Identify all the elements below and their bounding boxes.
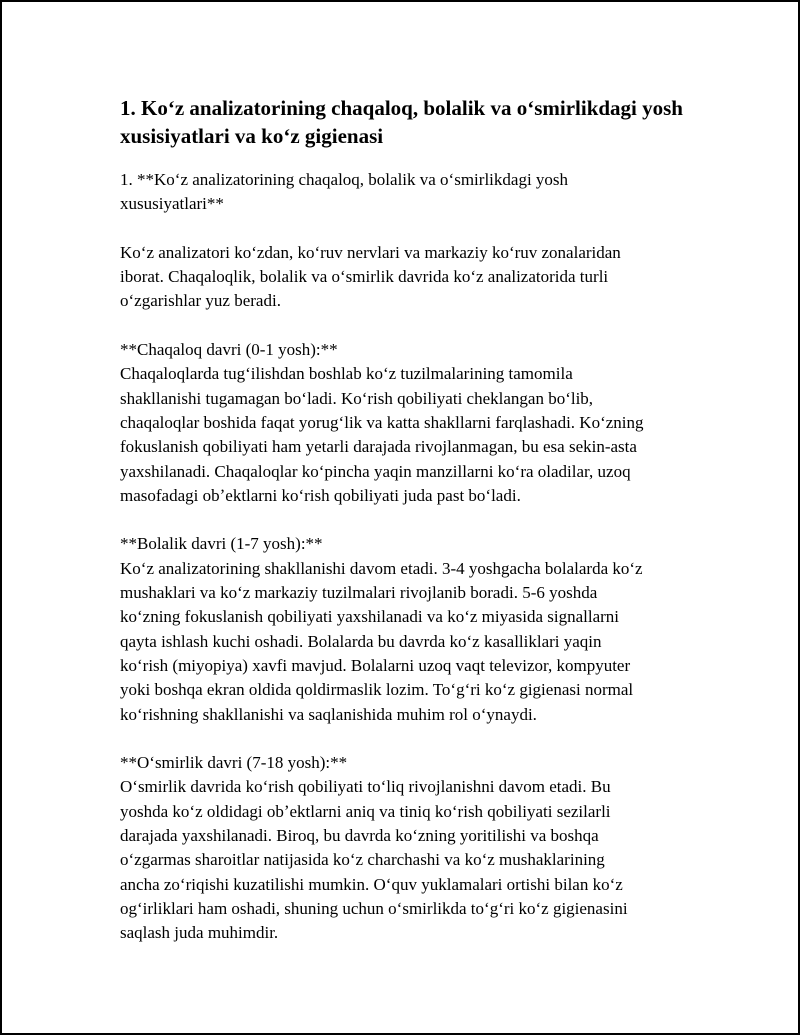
text-line: iborat. Chaqaloqlik, bolalik va oʻsmirlik davrida koʻz analizatorida turli (120, 267, 609, 287)
section-heading: **Oʻsmirlik davri (7-18 yosh):** (120, 753, 348, 773)
text-line: qayta ishlash kuchi oshadi. Bolalarda bu davrda koʻz kasalliklari yaqin (120, 631, 602, 651)
text-line: xususiyatlari** (120, 194, 224, 214)
text-line: Koʻz analizatori koʻzdan, koʻruv nervlari va markaziy koʻruv zonalaridan (120, 242, 621, 262)
text-line: koʻrish (miyopiya) xavfi mavjud. Bolalarni uzoq vaqt televizor, kompyuter (120, 655, 631, 675)
text-line: yoki boshqa ekran oldida qoldirmaslik lozim. Toʻgʻri koʻz gigienasi normal (120, 680, 634, 700)
paragraph-infancy (120, 338, 700, 508)
text-line: ogʻirliklari ham oshadi, shuning uchun oʻsmirlikda toʻgʻri koʻz gigienasini (120, 898, 628, 918)
text-line: Oʻsmirlik davrida koʻrish qobiliyati toʻliq rivojlanishni davom etadi. Bu (120, 777, 611, 797)
document-content (120, 94, 700, 970)
document-body (120, 168, 700, 946)
text-line: Koʻz analizatorining shakllanishi davom etadi. 3-4 yoshgacha bolalarda koʻz (120, 558, 643, 578)
paragraph-adolescence (120, 751, 700, 945)
section-heading: **Bolalik davri (1-7 yosh):** (120, 534, 323, 554)
text-line: darajada yaxshilanadi. Biroq, bu davrda koʻzning yoritilishi va boshqa (120, 826, 599, 846)
text-line: yoshda koʻz oldidagi obʼektlarni aniq va tiniq koʻrish qobiliyati sezilarli (120, 801, 611, 821)
text-line: chaqaloqlar boshida faqat yorugʻlik va katta shakllarni farqlashadi. Koʻzning (120, 412, 644, 432)
text-line: shakllanishi tugamagan boʻladi. Koʻrish qobiliyati cheklangan boʻlib, (120, 388, 594, 408)
text-line: saqlash juda muhimdir. (120, 923, 279, 943)
text-line: Chaqaloqlarda tugʻilishdan boshlab koʻz tuzilmalarining tamomila (120, 364, 573, 384)
text-line: koʻrishning shakllanishi va saqlanishida muhim rol oʻynaydi. (120, 704, 537, 724)
paragraph-heading (120, 168, 700, 217)
text-line: koʻzning fokuslanish qobiliyati yaxshilanadi va koʻz miyasida signallarni (120, 607, 620, 627)
text-line: mushaklari va koʻz markaziy tuzilmalari rivojlanib boradi. 5-6 yoshda (120, 583, 598, 603)
text-line: oʻzgarmas sharoitlar natijasida koʻz charchashi va koʻz mushaklarining (120, 850, 605, 870)
paragraph-childhood (120, 532, 700, 726)
text-line: ancha zoʻriqishi kuzatilishi mumkin. Oʻquv yuklamalari ortishi bilan koʻz (120, 874, 623, 894)
text-line: 1. **Koʻz analizatorining chaqaloq, bolalik va oʻsmirlikdagi yosh (120, 170, 569, 189)
text-line: oʻzgarishlar yuz beradi. (120, 291, 281, 311)
text-line: fokuslanish qobiliyati ham yetarli darajada rivojlanmagan, bu esa sekin-asta (120, 437, 637, 457)
paragraph-intro (120, 241, 700, 314)
document-title: 1. Koʻz analizatorining chaqaloq, bolalik va oʻsmirlikdagi yosh xusisiyatlari va koʻz gigienasi (120, 96, 683, 148)
text-line: yaxshilanadi. Chaqaloqlar koʻpincha yaqin manzillarni koʻra oladilar, uzoq (120, 461, 631, 481)
section-heading: **Chaqaloq davri (0-1 yosh):** (120, 340, 338, 360)
text-line: masofadagi obʼektlarni koʻrish qobiliyati juda past boʻladi. (120, 485, 521, 505)
